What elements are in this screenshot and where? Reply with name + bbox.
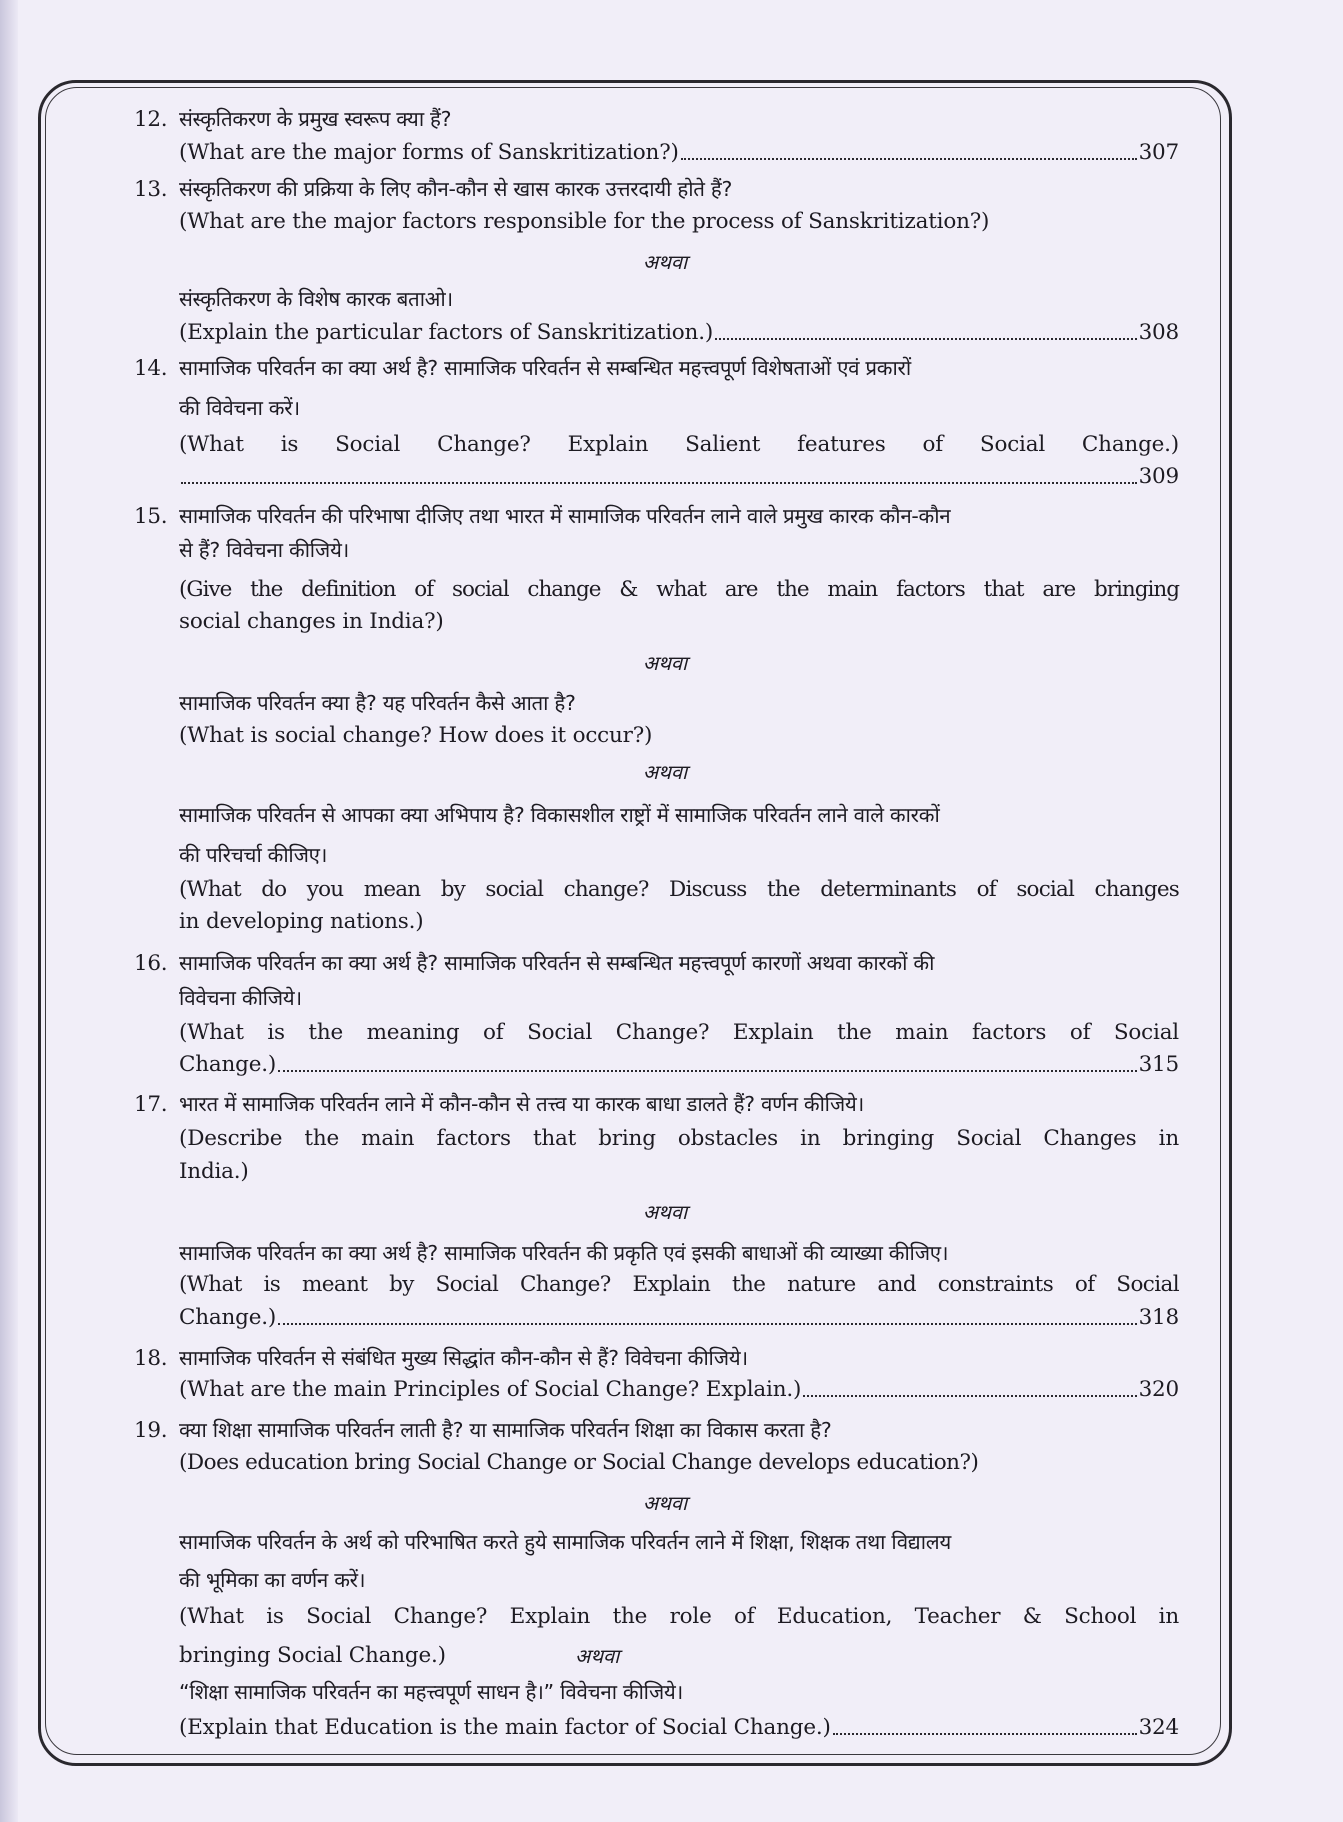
question-12-entry[interactable]: (What are the major forms of Sanskritization?) 307 xyxy=(179,138,1179,168)
question-16-hindi-cont: विवेचना कीजिये। xyxy=(179,986,302,1010)
question-15-alt1-english: (What is social change? How does it occur?) xyxy=(179,723,653,748)
question-15-alt2-english-cont: in developing nations.) xyxy=(179,909,424,934)
question-14-hindi-cont: की विवेचना करें। xyxy=(179,396,300,420)
question-17-english: (Describe the main factors that bring obstacles in bringing Social Changes in xyxy=(179,1126,1179,1151)
or-separator: अथवा xyxy=(642,760,688,784)
dot-leader xyxy=(278,1323,1136,1325)
or-separator: अथवा xyxy=(642,1200,688,1224)
question-number: 15. xyxy=(134,504,168,529)
question-14-entry[interactable] xyxy=(179,462,1179,492)
question-15-english: (Give the definition of social change & what are the main factors that are bringing xyxy=(179,577,1179,602)
dot-leader xyxy=(181,482,1137,484)
question-number: 19. xyxy=(134,1418,168,1443)
question-number: 12. xyxy=(134,107,168,132)
question-17-entry[interactable]: Change.) 318 xyxy=(179,1303,1179,1333)
question-19-alt1-hindi: सामाजिक परिवर्तन के अर्थ को परिभाषित करते हुये सामाजिक परिवर्तन लाने में शिक्षा, शिक्षक तथा विद्यालय xyxy=(179,1530,951,1554)
page-number: 307 xyxy=(1138,140,1179,165)
question-number: 16. xyxy=(134,951,168,976)
dot-leader xyxy=(803,1395,1136,1397)
question-15-alt2-hindi-cont: की परिचर्चा कीजिए। xyxy=(179,843,328,867)
question-13-hindi: 13. संस्कृतिकरण की प्रक्रिया के लिए कौन-कौन से खास कारक उत्तरदायी होते हैं? xyxy=(134,174,732,204)
question-16-hindi: 16. सामाजिक परिवर्तन का क्या अर्थ है? सामाजिक परिवर्तन से सम्बन्धित महत्त्वपूर्ण कारणों अथवा कारकों की xyxy=(134,948,934,978)
or-separator: अथवा xyxy=(575,1644,620,1668)
question-15-alt1-hindi: सामाजिक परिवर्तन क्या है? यह परिवर्तन कैसे आता है? xyxy=(179,691,576,715)
question-18-hindi: 18. सामाजिक परिवर्तन से संबंधित मुख्य सिद्धांत कौन-कौन से हैं? विवेचना कीजिये। xyxy=(134,1343,748,1373)
page-number: 308 xyxy=(1138,320,1179,345)
question-19-alt1-english-cont: bringing Social Change.) xyxy=(179,1643,446,1668)
or-separator: अथवा xyxy=(642,651,688,675)
question-16-english: (What is the meaning of Social Change? Explain the main factors of Social xyxy=(179,1020,1179,1045)
dot-leader xyxy=(278,1070,1136,1072)
question-17-hindi: 17. भारत में सामाजिक परिवर्तन लाने में कौन-कौन से तत्त्व या कारक बाधा डालते हैं? वर्णन कीजिये। xyxy=(134,1089,864,1119)
question-19-entry[interactable]: (Explain that Education is the main factor of Social Change.) 324 xyxy=(179,1713,1179,1743)
question-14-english: (What is Social Change? Explain Salient features of Social Change.) xyxy=(179,432,1179,457)
or-separator: अथवा xyxy=(642,1491,688,1515)
dot-leader xyxy=(715,338,1137,340)
question-13-alt-hindi: संस्कृतिकरण के विशेष कारक बताओ। xyxy=(179,287,453,311)
page-number: 318 xyxy=(1138,1305,1179,1330)
or-separator: अथवा xyxy=(642,250,688,274)
question-19-hindi: 19. क्या शिक्षा सामाजिक परिवर्तन लाती है? या सामाजिक परिवर्तन शिक्षा का विकास करता है? xyxy=(134,1415,831,1445)
dot-leader xyxy=(833,1733,1137,1735)
question-13-entry[interactable]: (Explain the particular factors of Sanskritization.) 308 xyxy=(179,318,1179,348)
question-17-english-cont: India.) xyxy=(179,1159,249,1184)
question-15-hindi-cont: से हैं? विवेचना कीजिये। xyxy=(179,538,350,562)
question-15-alt2-hindi: सामाजिक परिवर्तन से आपका क्या अभिपाय है? विकासशील राष्ट्रों में सामाजिक परिवर्तन लाने वाले कारकों xyxy=(179,803,940,827)
question-15-hindi: 15. सामाजिक परिवर्तन की परिभाषा दीजिए तथा भारत में सामाजिक परिवर्तन लाने वाले प्रमुख कारक कौन-कौन xyxy=(134,501,950,531)
page-number: 315 xyxy=(1138,1052,1179,1077)
question-19-alt2-hindi: “शिक्षा सामाजिक परिवर्तन का महत्त्वपूर्ण साधन है।” विवेचना कीजिये। xyxy=(179,1680,683,1704)
question-15-alt2-english: (What do you mean by social change? Discuss the determinants of social changes xyxy=(179,877,1179,902)
page-number: 324 xyxy=(1138,1715,1179,1740)
question-number: 18. xyxy=(134,1346,168,1371)
question-number: 14. xyxy=(134,356,168,381)
question-16-entry[interactable]: Change.) 315 xyxy=(179,1050,1179,1080)
question-19-english: (Does education bring Social Change or Social Change develops education?) xyxy=(179,1450,979,1475)
question-13-english: (What are the major factors responsible for the process of Sanskritization?) xyxy=(179,209,990,234)
question-15-english-cont: social changes in India?) xyxy=(179,609,444,634)
question-14-hindi: 14. सामाजिक परिवर्तन का क्या अर्थ है? सामाजिक परिवर्तन से सम्बन्धित महत्त्वपूर्ण विशेषताओं एवं प्रकारों xyxy=(134,353,911,383)
question-17-alt-hindi: सामाजिक परिवर्तन का क्या अर्थ है? सामाजिक परिवर्तन की प्रकृति एवं इसकी बाधाओं की व्याख्या कीजिए। xyxy=(179,1241,949,1265)
dot-leader xyxy=(681,158,1137,160)
question-12-hindi: 12. संस्कृतिकरण के प्रमुख स्वरूप क्या हैं? xyxy=(134,104,451,134)
question-19-alt1-hindi-cont: की भूमिका का वर्णन करें। xyxy=(179,1568,366,1592)
question-number: 17. xyxy=(134,1092,168,1117)
question-17-alt-english: (What is meant by Social Change? Explain the nature and constraints of Social xyxy=(179,1272,1179,1297)
question-19-alt1-english: (What is Social Change? Explain the role of Education, Teacher & School in xyxy=(179,1604,1179,1629)
question-number: 13. xyxy=(134,177,168,202)
page-number: 320 xyxy=(1138,1377,1179,1402)
question-18-entry[interactable]: (What are the main Principles of Social Change? Explain.) 320 xyxy=(179,1375,1179,1405)
page-number: 309 xyxy=(1138,464,1179,489)
